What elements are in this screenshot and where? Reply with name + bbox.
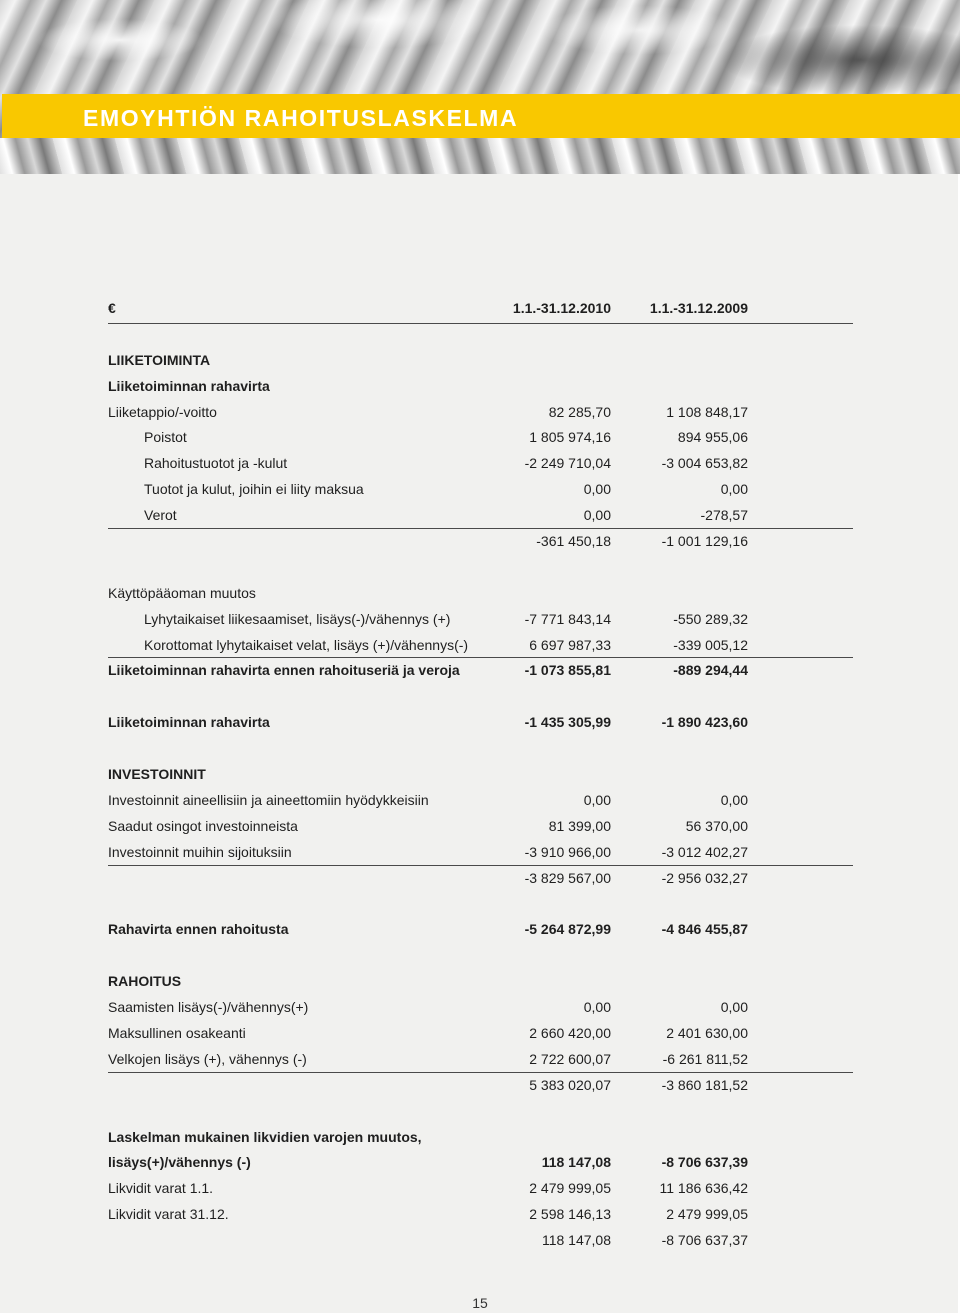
section-heading-operations: LIIKETOIMINTA (108, 351, 211, 368)
table-row: Investoinnit aineellisiin ja aineettomiin hyödykkeisiin 0,00 0,00 (108, 791, 748, 808)
table-row: Rahoitustuotot ja -kulut -2 249 710,04 -3 004 653,82 (144, 455, 748, 472)
table-row: Poistot 1 805 974,16 894 955,06 (144, 429, 748, 446)
liquid-funds-change-heading: Laskelman mukainen likvidien varojen muutos, (108, 1128, 422, 1145)
title-bar (2, 94, 960, 138)
subtotal-row: 118 147,08 -8 706 637,37 (541, 1232, 748, 1249)
table-header-row (108, 296, 853, 322)
table-row: Maksullinen osakeanti 2 660 420,00 2 401 630,00 (108, 1024, 748, 1041)
column-header-2010: 1.1.-31.12.2010 (512, 300, 611, 316)
page-number: 15 (472, 1295, 488, 1311)
table-row: Investoinnit muihin sijoituksiin -3 910 966,00 -3 012 402,27 (108, 840, 853, 866)
table-row: Velkojen lisäys (+), vähennys (-) 2 722 600,07 -6 261 811,52 (108, 1047, 853, 1073)
table-row: Verot 0,00 -278,57 (108, 503, 853, 529)
header-photo-banner (0, 0, 960, 174)
cash-flow-table (108, 296, 853, 1254)
page-title: EMOYHTIÖN RAHOITUSLASKELMA (83, 105, 519, 131)
currency-label: € (108, 300, 116, 316)
banner-photo-lower (0, 138, 960, 174)
subtotal-row: -3 829 567,00 -2 956 032,27 (524, 869, 748, 886)
total-row-operating-cash-flow: Liiketoiminnan rahavirta -1 435 305,99 -1 890 423,60 (108, 714, 748, 731)
section-heading-investments: INVESTOINNIT (108, 766, 206, 783)
column-header-2009: 1.1.-31.12.2009 (649, 300, 748, 316)
table-row: Saamisten lisäys(-)/vähennys(+) 0,00 0,00 (108, 999, 748, 1016)
subtotal-row: -361 450,18 -1 001 129,16 (536, 533, 748, 550)
table-row: Likvidit varat 1.1. 2 479 999,05 11 186 636,42 (108, 1180, 748, 1197)
liquid-funds-change-row: lisäys(+)/vähennys (-) 118 147,08 -8 706 637,39 (108, 1154, 748, 1171)
table-row: Likvidit varat 31.12. 2 598 146,13 2 479 999,05 (108, 1206, 748, 1223)
total-row-before-financing: Rahavirta ennen rahoitusta -5 264 872,99 -4 846 455,87 (108, 921, 748, 938)
table-row: Saadut osingot investoinneista 81 399,00 56 370,00 (108, 817, 748, 834)
subheading-operating-cash-flow: Liiketoiminnan rahavirta (108, 377, 270, 394)
subheading-working-capital: Käyttöpääoman muutos (108, 584, 256, 601)
table-row: Lyhytaikaiset liikesaamiset, lisäys(-)/vähennys (+) -7 771 843,14 -550 289,32 (144, 610, 748, 627)
subtotal-row: Liiketoiminnan rahavirta ennen rahoituseriä ja veroja -1 073 855,81 -889 294,44 (108, 662, 748, 679)
table-row: Korottomat lyhytaikaiset velat, lisäys (+)/vähennys(-) 6 697 987,33 -339 005,12 (108, 633, 853, 659)
table-row: Tuotot ja kulut, joihin ei liity maksua 0,00 0,00 (144, 481, 748, 498)
table-row: Liiketappio/-voitto 82 285,70 1 108 848,17 (108, 403, 748, 420)
subtotal-row: 5 383 020,07 -3 860 181,52 (529, 1076, 748, 1093)
section-heading-financing: RAHOITUS (108, 973, 182, 990)
